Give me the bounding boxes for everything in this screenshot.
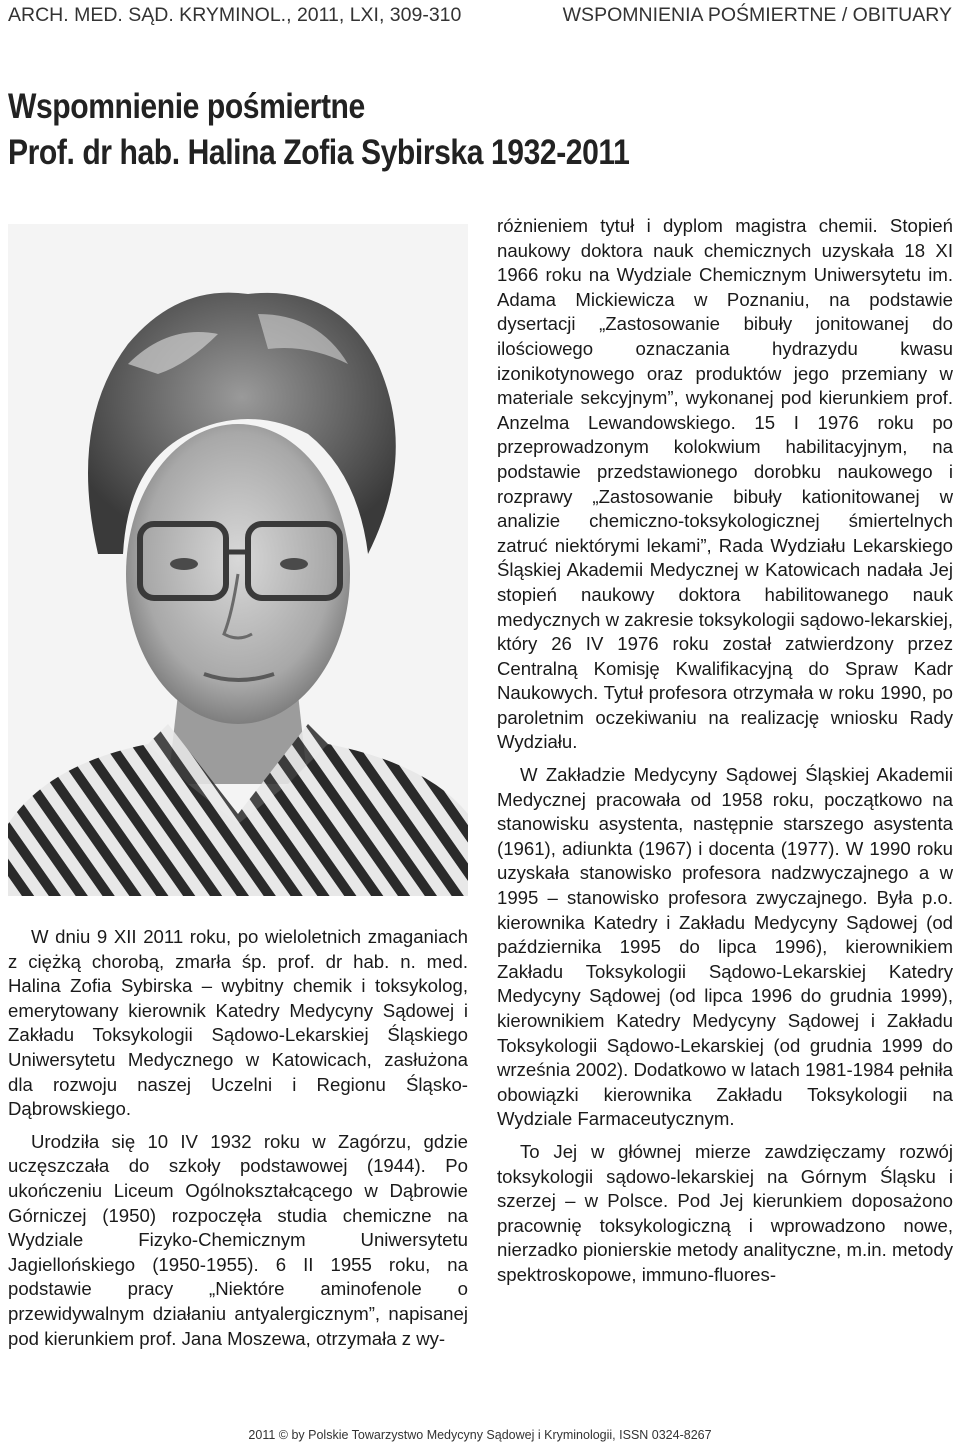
portrait-photo-icon [8,224,468,896]
paragraph-intro: W dniu 9 XII 2011 roku, po wieloletnich zmaganiach z ciężką chorobą, zmarła śp. prof. dr hab. n. med. Halina Zofia Sybirska – wybitny chemik i toksykolog, emerytowany kierownik Katedry Medycyny Sądowej i Zakładu Toksykologii Sądowo-Lekarskiej Śląskiego Uniwersytetu Medycznego w Katowicach, zasłużona dla rozwoju naszej Uczelni i Regionu Śląsko-Dąbrowskiego. [8,926,468,1120]
paragraph-career: W Zakładzie Medycyny Sądowej Śląskiej Akademii Medycznej pracowała od 1958 roku, początkowo na stanowisku asystenta, następnie starszego asystenta (1961), adiunkta (1967) i docenta (1977). W 1990 roku uzyskała stanowisko profesora nadzwyczajnego a w 1995 – stanowisko profesora zwyczajnego. Była p.o. kierownika Katedry i Zakładu Medycyny Sądowej (od października 1995 do lipca 1996), kierownikiem Zakładu Toksykologii Sądowo-Lekarskiej Katedry Medycyny Sądowej (od lipca 1996 do grudnia 1999), kierownikiem Katedry Medycyny Sądowej i Zakładu Toksykologii Sądowo-Lekarskiej (od grudnia 1999 do września 2002). Dodatkowo w latach 1981-1984 pełniła obowiązki kierownika Zakładu Toksykologii na Wydziale Farmaceutycznym. [497,764,953,1130]
paragraph-contributions: To Jej w głównej mierze zawdzięczamy rozwój toksykologii sądowo-lekarskiej na Górnym Śląsku i szerzej – w Polsce. Pod Jej kierunkiem doposażono pracownię toksykologiczną i wprowadzono nowe, nierzadko pionierskie metody analityczne, m.in. metody spektroskopowe, immuno-fluores- [497,1140,953,1285]
title-line-1: Wspomnienie pośmiertne [8,87,365,126]
article-title [8,84,629,176]
journal-citation: ARCH. MED. SĄD. KRYMINOL., 2011, LXI, 309-310 [8,4,462,26]
copyright-footer: 2011 © by Polskie Towarzystwo Medycyny Sądowej i Kryminologii, ISSN 0324-8267 [248,1428,712,1442]
paragraph-early-life: Urodziła się 10 IV 1932 roku w Zagórzu, gdzie uczęszczała do szkoły podstawowej (1944). Po ukończeniu Liceum Ogólnokształcącego w Dąbrowie Górniczej (1950) rozpoczęła studia chemiczne na Wydziale Fizyko-Chemicznym Uniwersytetu Jagiellońskiego (1950-1955). 6 II 1955 roku, na podstawie pracy „Niektóre aminofenole o przewidywalnym działaniu antyalergicznym”, napisanej pod kierunkiem prof. Jana Moszewa, otrzymała z wy- [8,1130,468,1349]
portrait-photo [8,224,468,896]
title-line-2: Prof. dr hab. Halina Zofia Sybirska 1932-2011 [8,133,630,172]
paragraph-degrees: różnieniem tytuł i dyplom magistra chemii. Stopień naukowy doktora nauk chemicznych uzyskała 18 XI 1966 roku na Wydziale Chemicznym Uniwersytetu im. Adama Mickiewicza w Poznaniu, na podstawie dysertacji „Zastosowanie bibuły jonitowanej do ilościowego oznaczania hydrazydu kwasu izonikotynowego oraz produktów jego przemiany w materiale sekcyjnym”, wykonanej pod kierunkiem prof. Anzelma Lewandowskiego. 15 I 1976 roku po przeprowadzonym kolokwium habilitacyjnym, na podstawie przedstawionego dorobku naukowego i rozprawy „Zastosowanie bibuły kationitowanej w analizie chemiczno-toksykologicznej śmiertelnych zatruć niektórymi lekami”, Rada Wydziału Lekarskiego Śląskiej Akademii Medycznej w Katowicach nadała Jej stopień naukowy doktora habilitowanego nauk medycznych w zakresie toksykologii sądowo-lekarskiej, który 26 IV 1976 roku został zatwierdzony przez Centralną Komisję Kwalifikacyjną do Spraw Kadr Naukowych. Tytuł profesora otrzymała w roku 1990, po paroletnim oczekiwaniu na realizację wniosku Rady Wydziału. [497,215,953,753]
right-column [497,214,953,1288]
left-column [8,925,468,1351]
section-label: WSPOMNIENIA POŚMIERTNE / OBITUARY [562,4,952,26]
